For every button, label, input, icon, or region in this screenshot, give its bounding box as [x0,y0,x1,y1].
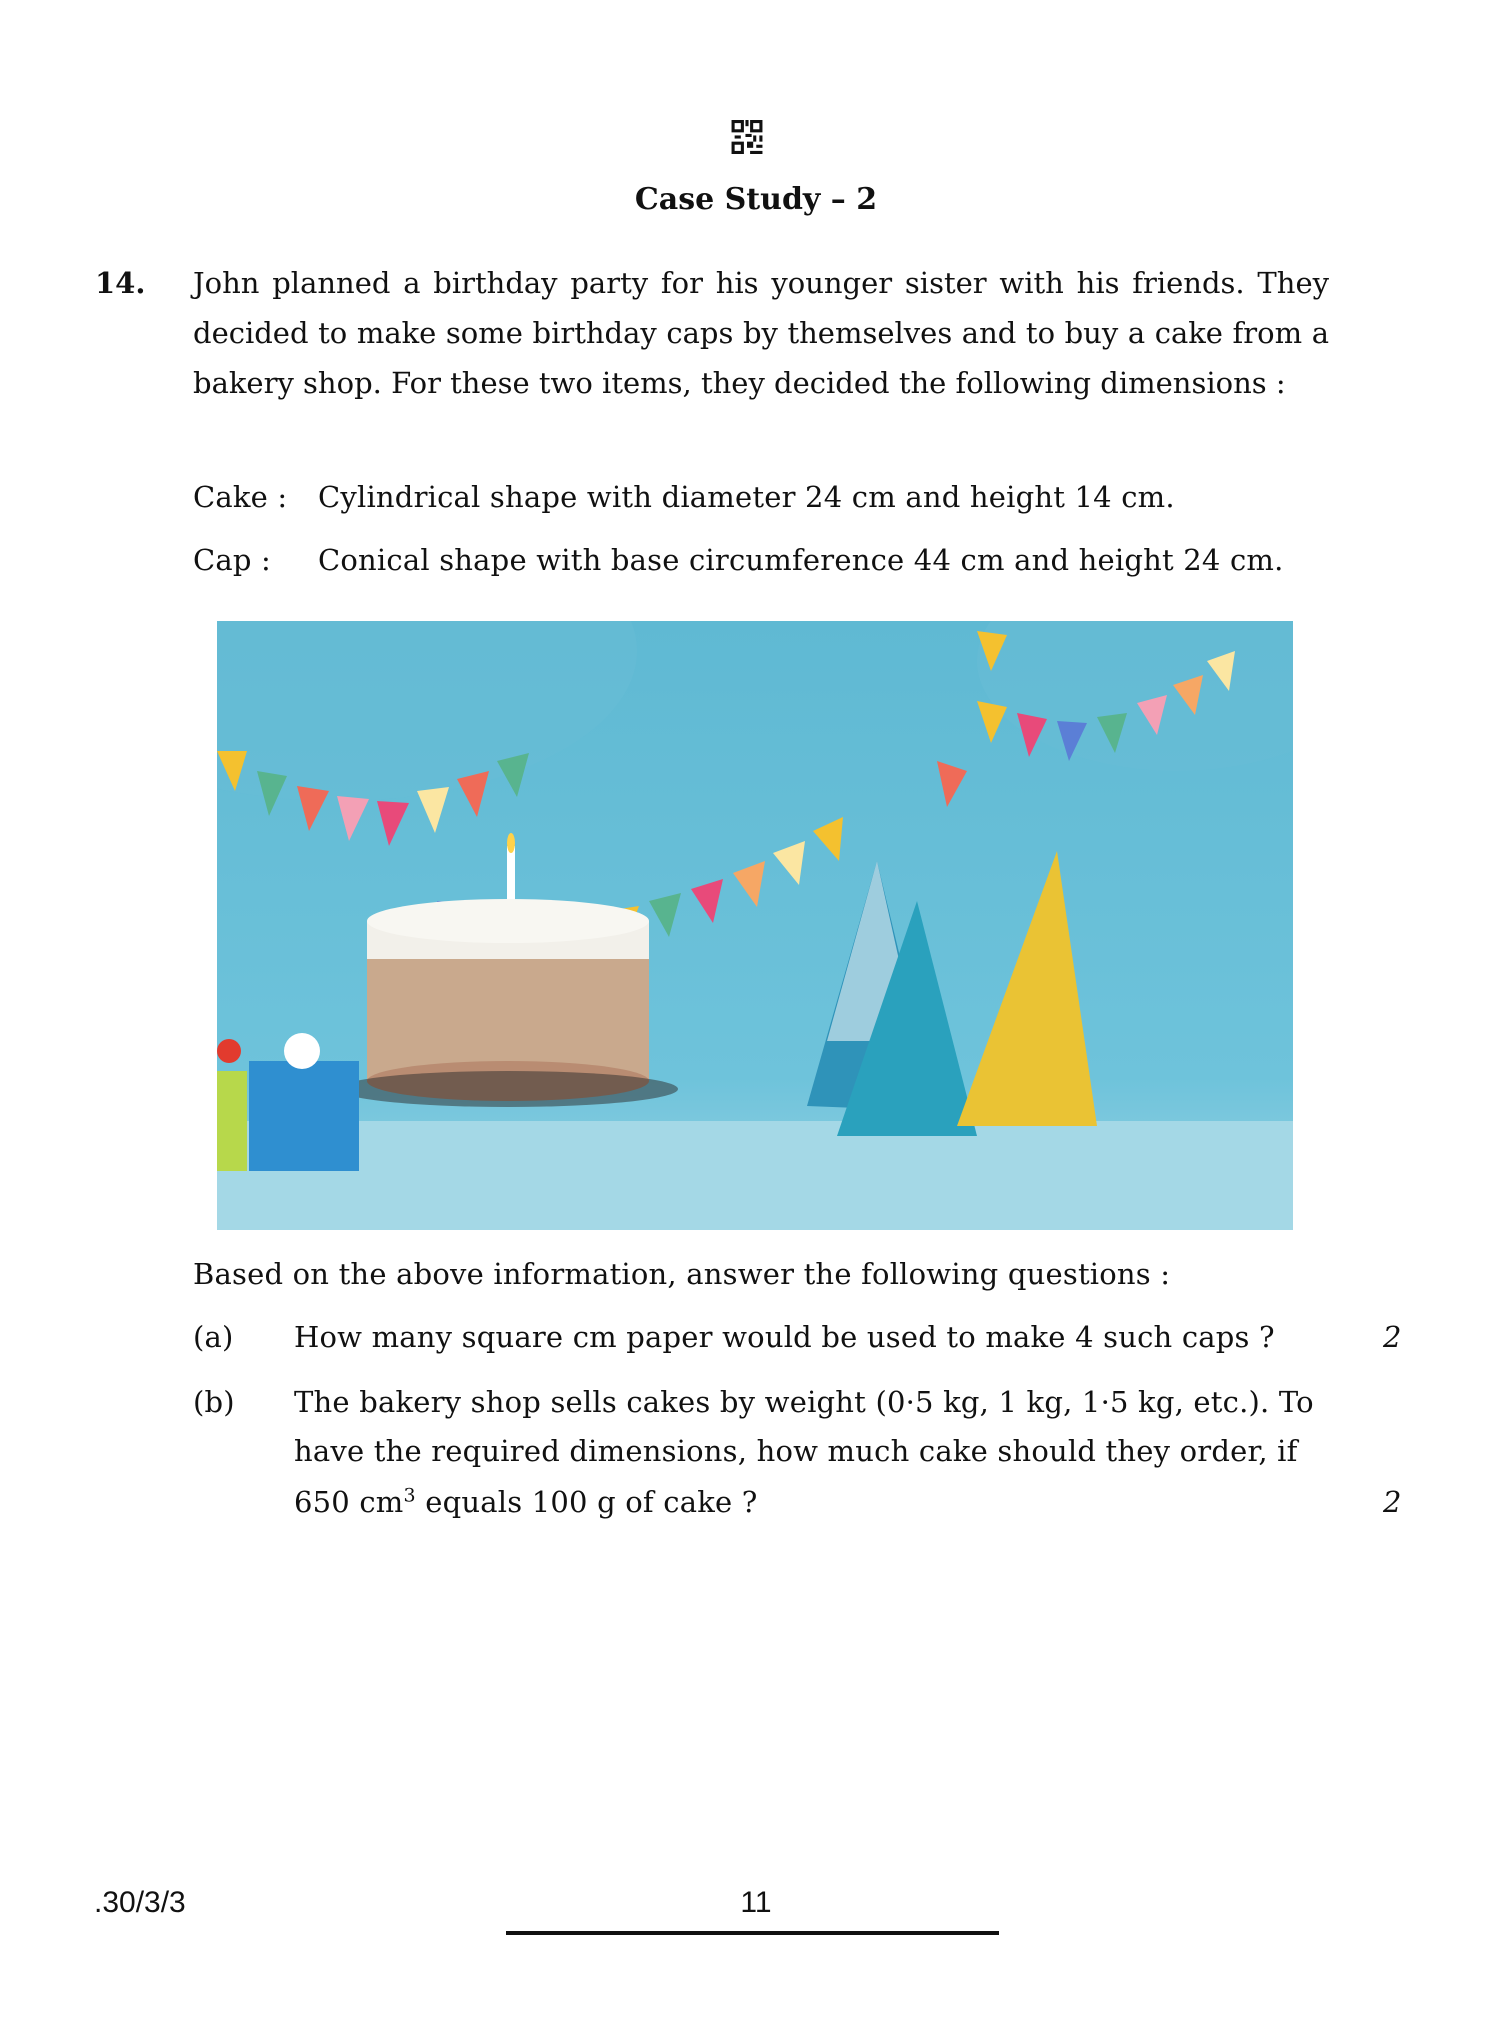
section-title: Case Study – 2 [634,182,878,217]
cake-label: Cake : [193,480,288,514]
cap-label: Cap : [193,543,272,577]
part-b-line-2: have the required dimensions, how much cake should they order, if [294,1434,1298,1468]
part-b-label: (b) [193,1385,235,1419]
birthday-party-photo [217,621,1293,1230]
part-b-line-3-post: equals 100 g of cake ? [415,1485,758,1519]
superscript: 3 [403,1484,416,1507]
question-intro: John planned a birthday party for his younger sister with his friends. They decided to make some birthday caps by themselves and to buy a cake from a bakery shop. For these two items, they decided the following dimensions : [193,266,1329,400]
cake-dimensions: Cylindrical shape with diameter 24 cm and height 14 cm. [318,480,1175,514]
paper-code: .30/3/3 [94,1886,186,1919]
questions-prompt: Based on the above information, answer the following questions : [193,1257,1171,1291]
cap-dimensions: Conical shape with base circumference 44 cm and height 24 cm. [318,543,1284,577]
part-a-marks: 2 [1383,1320,1402,1354]
part-b-line-3 [294,1477,758,1527]
part-a-text: How many square cm paper would be used to make 4 such caps ? [294,1320,1275,1354]
part-a-label: (a) [193,1320,234,1354]
question-number: 14. [95,266,146,300]
footer-rule [506,1931,999,1935]
part-b-line-1: The bakery shop sells cakes by weight (0·5 kg, 1 kg, 1·5 kg, etc.). To [294,1385,1314,1419]
part-b-marks: 2 [1383,1485,1402,1519]
part-b-line-3-pre: 650 cm [294,1485,404,1519]
cake [338,899,678,1107]
page-number: 11 [740,1886,772,1919]
qr-code-icon [731,120,763,154]
